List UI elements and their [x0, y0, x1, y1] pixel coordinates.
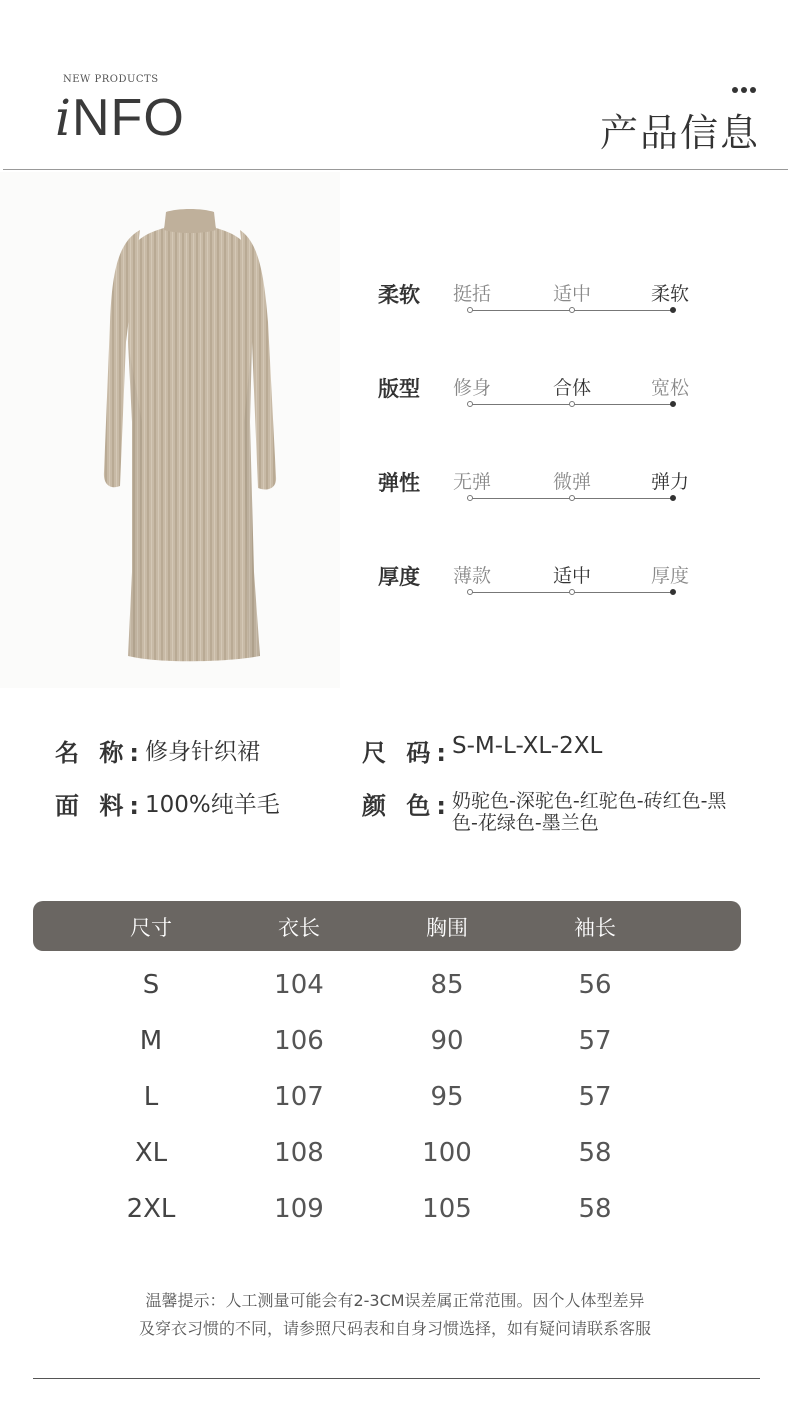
name-key: 名 称:: [55, 739, 145, 767]
product-image: [0, 172, 340, 688]
attr-option: 薄款: [452, 565, 491, 587]
table-cell: L: [143, 1082, 159, 1112]
scale-dot: [467, 401, 473, 407]
table-cell: 56: [578, 970, 612, 1000]
size-value: S-M-L-XL-2XL: [452, 733, 603, 759]
size-key: 尺 码:: [362, 739, 452, 767]
table-cell: 57: [578, 1082, 612, 1112]
table-cell: 108: [274, 1138, 324, 1168]
page-title: 产品信息: [599, 111, 760, 155]
info-logo: [55, 88, 185, 148]
footer-divider: [33, 1378, 760, 1379]
logo-i: i: [55, 89, 72, 147]
table-cell: M: [139, 1026, 163, 1056]
table-cell: 109: [274, 1194, 324, 1224]
scale-dot: [569, 589, 575, 595]
color-value: 奶驼色-深驼色-红驼色-砖红色-黑色-花绿色-墨兰色: [452, 790, 727, 834]
table-cell: 58: [578, 1194, 612, 1224]
table-cell: 58: [578, 1138, 612, 1168]
header-divider: [3, 169, 788, 170]
attr-label-elasticity: 弹性: [378, 471, 420, 495]
attr-option: 挺括: [452, 283, 491, 305]
scale-dot-selected: [670, 401, 676, 407]
scale-dot-selected: [670, 307, 676, 313]
new-products-label: NEW PRODUCTS: [63, 74, 159, 85]
attr-option: 无弹: [452, 471, 491, 493]
scale-dot: [569, 495, 575, 501]
scale-dot: [569, 401, 575, 407]
scale-dot: [467, 495, 473, 501]
table-cell: 2XL: [126, 1194, 176, 1224]
notice-line-2: 及穿衣习惯的不同，请参照尺码表和自身习惯选择，如有疑问请联系客服: [138, 1319, 651, 1338]
attr-option-selected: 适中: [552, 565, 591, 587]
logo-text: NFO: [72, 89, 185, 147]
more-icon: [732, 87, 756, 93]
table-cell: 95: [430, 1082, 464, 1112]
table-cell: 57: [578, 1026, 612, 1056]
table-cell: 107: [274, 1082, 324, 1112]
notice-line-1: 温馨提示：人工测量可能会有2-3CM误差属正常范围。因个人体型差异: [145, 1291, 645, 1310]
attr-option: 修身: [452, 377, 491, 399]
dress-illustration: [0, 172, 340, 688]
attr-option-selected: 弹力: [650, 471, 689, 493]
attr-label-fit: 版型: [378, 377, 420, 401]
scale-dot: [467, 307, 473, 313]
table-cell: 106: [274, 1026, 324, 1056]
table-cell: 104: [274, 970, 324, 1000]
table-cell: XL: [134, 1138, 168, 1168]
table-header-cell: 袖长: [574, 916, 616, 940]
attr-option-selected: 柔软: [650, 283, 689, 305]
attr-option: 厚度: [650, 565, 689, 587]
attr-option: 微弹: [552, 471, 591, 493]
table-header-cell: 尺寸: [130, 916, 172, 940]
table-cell: S: [142, 970, 160, 1000]
table-cell: 105: [422, 1194, 472, 1224]
scale-dot-selected: [670, 495, 676, 501]
fabric-value: 100%纯羊毛: [145, 792, 280, 818]
scale-dot: [467, 589, 473, 595]
table-cell: 85: [430, 970, 464, 1000]
attr-label-thickness: 厚度: [378, 565, 420, 589]
table-header-cell: 衣长: [278, 916, 320, 940]
table-cell: 100: [422, 1138, 472, 1168]
attr-label-softness: 柔软: [378, 283, 420, 307]
attr-option-selected: 合体: [552, 377, 591, 399]
scale-dot: [569, 307, 575, 313]
attr-option: 宽松: [650, 377, 689, 399]
attr-option: 适中: [552, 283, 591, 305]
name-value: 修身针织裙: [145, 739, 260, 765]
color-key: 颜 色:: [362, 792, 452, 820]
table-cell: 90: [430, 1026, 464, 1056]
scale-dot-selected: [670, 589, 676, 595]
fabric-key: 面 料:: [55, 792, 145, 820]
table-header-cell: 胸围: [426, 916, 468, 940]
